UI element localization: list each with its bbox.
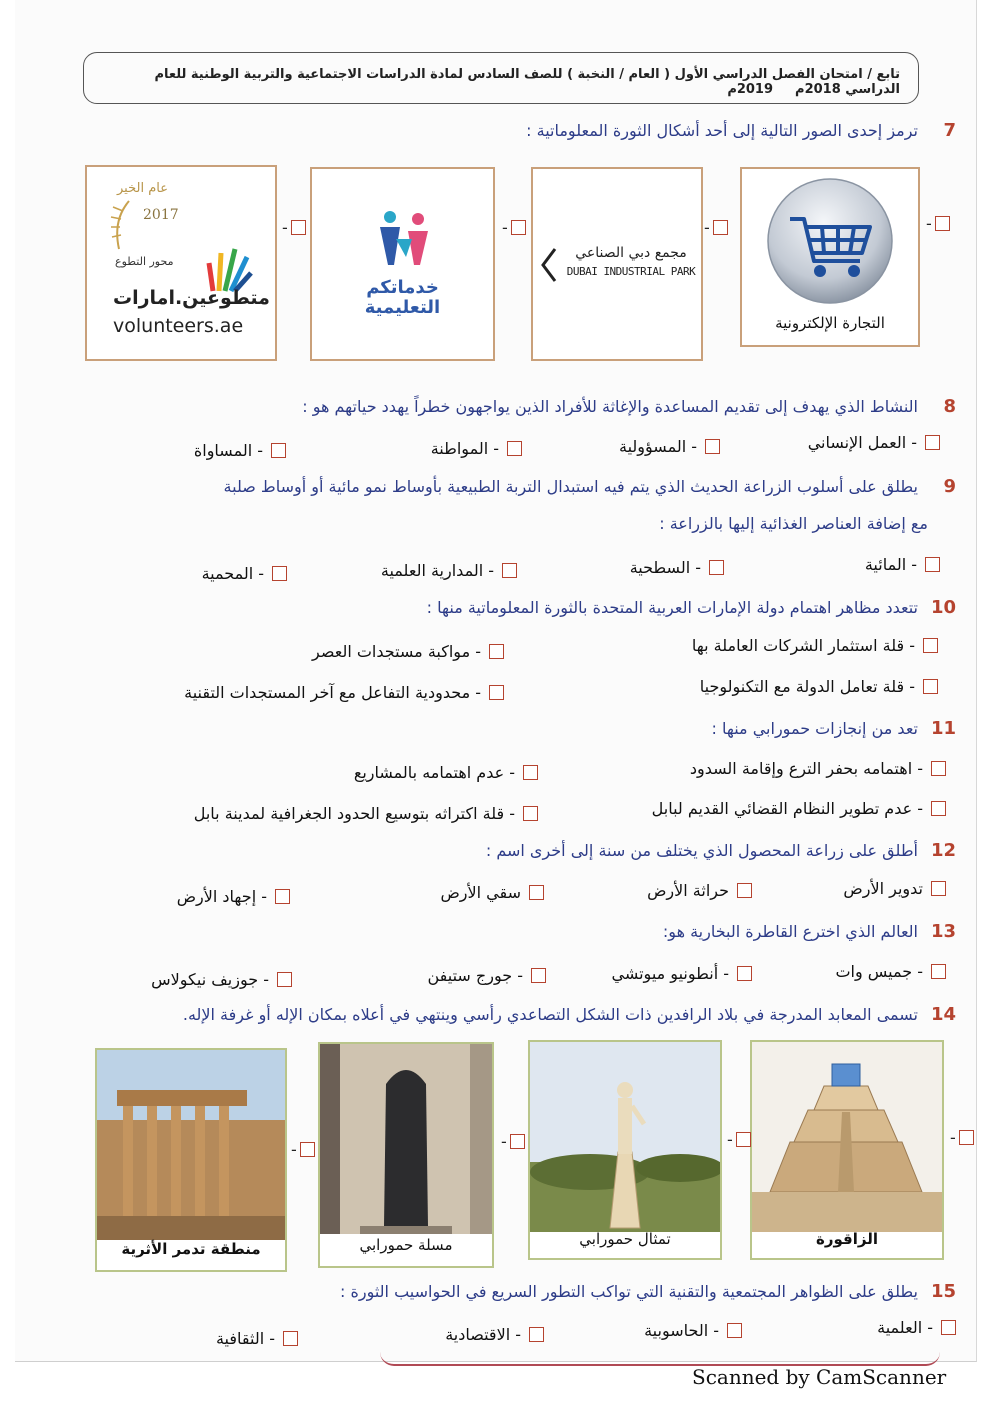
checkbox[interactable] (931, 964, 946, 979)
q13-option-4[interactable]: - جوزيف نيكولاس (151, 970, 292, 989)
checkbox[interactable] (705, 439, 720, 454)
checkbox[interactable] (510, 1134, 525, 1149)
checkbox[interactable] (275, 889, 290, 904)
hammurabi-stele-image: مسلة حمورابي (318, 1042, 494, 1268)
header-year: 2019م (727, 82, 774, 97)
question-8: 8 النشاط الذي يهدف إلى تقديم المساعدة والإغاثة للأفراد الذين يواجهون خطراً يهدد حياتهم هو : (302, 396, 956, 417)
q7-option-1[interactable]: - (926, 214, 950, 233)
checkbox[interactable] (300, 1142, 315, 1157)
question-15: 15 يطلق على الظواهر المجتمعية والتقنية التي تواكب التطور السريع في الحواسيب الثورة : (340, 1281, 956, 1302)
question-9-continued: مع إضافة العناصر الغذائية إليها بالزراعة : (659, 514, 928, 533)
checkbox[interactable] (925, 435, 940, 450)
q10-option-2[interactable]: - مواكبة مستجدات العصر (312, 642, 504, 661)
q10-option-3[interactable]: - قلة تعامل الدولة مع التكنولوجيا (700, 677, 938, 696)
q12-option-4[interactable]: - إجهاد الأرض (177, 887, 290, 906)
checkbox[interactable] (283, 1331, 298, 1346)
q13-option-1[interactable]: - جميس وات (835, 962, 946, 981)
q8-option-1[interactable]: - العمل الإنساني (808, 433, 940, 452)
q11-option-3[interactable]: - عدم تطوير النظام القضائي القديم لبابل (652, 799, 946, 818)
statue-icon (530, 1042, 720, 1232)
volunteers-logo: عام الخير 2017 محور التطوع متطوعين.امارات volunteers.ae (85, 165, 277, 361)
checkbox[interactable] (531, 968, 546, 983)
q9-option-1[interactable]: - المائية (865, 555, 940, 574)
q8-option-3[interactable]: - المواطنة (431, 439, 522, 458)
q9-option-3[interactable]: - المدارية العلمية (381, 561, 517, 580)
checkbox[interactable] (529, 885, 544, 900)
checkbox[interactable] (931, 761, 946, 776)
checkbox[interactable] (736, 1132, 751, 1147)
checkbox[interactable] (713, 220, 728, 235)
fan-icon (205, 243, 253, 293)
hammurabi-statue-image: تمثال حمورابي (528, 1040, 722, 1260)
checkbox[interactable] (271, 443, 286, 458)
checkbox[interactable] (737, 966, 752, 981)
checkbox[interactable] (925, 557, 940, 572)
palm-icon (109, 197, 139, 251)
q13-option-3[interactable]: - جورج ستيفن (428, 966, 547, 985)
question-9: 9 يطلق على أسلوب الزراعة الحديث الذي يتم فيه استبدال التربة الطبيعية بأوساط نمو مائية أو أوساط صلبة (223, 476, 956, 497)
q7-option-2[interactable]: - (704, 218, 728, 237)
exam-header (83, 52, 919, 104)
ecommerce-caption: التجارة الإلكترونية (775, 314, 885, 332)
people-icon (374, 209, 434, 269)
q11-option-4[interactable]: - قلة اكتراثه بتوسيع الحدود الجغرافية لمدينة بابل (194, 804, 538, 823)
q10-option-1[interactable]: - قلة استثمار الشركات العاملة بها (692, 636, 938, 655)
ecommerce-image (740, 167, 920, 347)
checkbox[interactable] (507, 441, 522, 456)
checkbox[interactable] (931, 801, 946, 816)
q7-option-3[interactable]: - (502, 218, 526, 237)
q12-option-1[interactable]: تدوير الأرض (843, 879, 946, 898)
q14-option-2[interactable]: - (727, 1130, 751, 1149)
q8-option-2[interactable]: - المسؤولية (619, 437, 720, 456)
scanner-watermark: Scanned by CamScanner (692, 1365, 947, 1389)
checkbox[interactable] (529, 1327, 544, 1342)
shopping-cart-icon (742, 169, 918, 309)
checkbox[interactable] (709, 560, 724, 575)
checkbox[interactable] (959, 1130, 974, 1145)
q9-option-2[interactable]: - السطحية (630, 558, 724, 577)
question-11: 11 تعد من إنجازات حمورابي منها : (711, 718, 956, 739)
question-12: 12 أطلق على زراعة المحصول الذي يختلف من سنة إلى أخرى اسم : (485, 840, 956, 861)
q14-option-3[interactable]: - (501, 1132, 525, 1151)
q12-option-2[interactable]: حراثة الأرض (647, 881, 752, 900)
checkbox[interactable] (272, 566, 287, 581)
question-10: 10 تتعدد مظاهر اهتمام دولة الإمارات العربية المتحدة بالثورة المعلوماتية منها : (426, 597, 956, 618)
header-title: تابع / امتحان الفصل الدراسي الأول ( العام / النخبة ) للصف السادس لمادة الدراسات الاجتماعية والتربية الوطنية للعام الدراسي 2018م (154, 67, 900, 97)
checkbox[interactable] (935, 216, 950, 231)
q9-option-4[interactable]: - المحمية (202, 564, 287, 583)
checkbox[interactable] (923, 638, 938, 653)
question-14: 14 تسمى المعابد المدرجة في بلاد الرافدين ذات الشكل التصاعدي رأسي وينتهي في أعلاه بمكان الإله أو غرفة الإله. (182, 1004, 956, 1025)
stele-icon (320, 1044, 492, 1234)
q12-option-3[interactable]: سقي الأرض (440, 883, 544, 902)
q14-option-4[interactable]: - (291, 1140, 315, 1159)
decorative-arc (380, 1352, 940, 1366)
q14-option-1[interactable]: - (950, 1128, 974, 1147)
q11-option-2[interactable]: - عدم اهتمامه بالمشاريع (354, 763, 538, 782)
question-text: ترمز إحدى الصور التالية إلى أحد أشكال الثورة المعلوماتية : (526, 121, 918, 140)
q7-option-4[interactable]: - (282, 218, 306, 237)
checkbox[interactable] (523, 765, 538, 780)
ziggurat-image: الزاقورة (750, 1040, 944, 1260)
q15-option-1[interactable]: - العلمية (877, 1318, 956, 1337)
ruins-icon (97, 1050, 285, 1240)
checkbox[interactable] (511, 220, 526, 235)
q8-option-4[interactable]: - المساواة (194, 441, 286, 460)
checkbox[interactable] (923, 679, 938, 694)
checkbox[interactable] (502, 563, 517, 578)
checkbox[interactable] (489, 644, 504, 659)
question-7 (526, 120, 956, 141)
q10-option-4[interactable]: - محدودية التفاعل مع آخر المستجدات التقنية (184, 683, 504, 702)
q11-option-1[interactable]: - اهتمامه بحفر الترع وإقامة السدود (690, 759, 946, 778)
checkbox[interactable] (277, 972, 292, 987)
educational-services-logo: خدماتكم التعليمية (310, 167, 495, 361)
question-13: 13 العالم الذي اخترع القاطرة البخارية هو: (662, 921, 956, 942)
checkbox[interactable] (931, 881, 946, 896)
q15-option-2[interactable]: - الحاسوبية (644, 1321, 742, 1340)
checkbox[interactable] (941, 1320, 956, 1335)
question-number: 7 (943, 120, 956, 141)
palmyra-image: منطقة تدمر الأثرية (95, 1048, 287, 1272)
q13-option-2[interactable]: - أنطونيو ميوتشي (611, 964, 752, 983)
checkbox[interactable] (727, 1323, 742, 1338)
logo-mark-icon (539, 247, 561, 283)
checkbox[interactable] (523, 806, 538, 821)
q15-option-3[interactable]: - الاقتصادية (445, 1325, 544, 1344)
ziggurat-icon (752, 1042, 942, 1232)
checkbox[interactable] (737, 883, 752, 898)
q15-option-4[interactable]: - الثقافية (216, 1329, 298, 1348)
checkbox[interactable] (291, 220, 306, 235)
dubai-industrial-park-logo: مجمع دبي الصناعي DUBAI INDUSTRIAL PARK (531, 167, 703, 361)
checkbox[interactable] (489, 685, 504, 700)
